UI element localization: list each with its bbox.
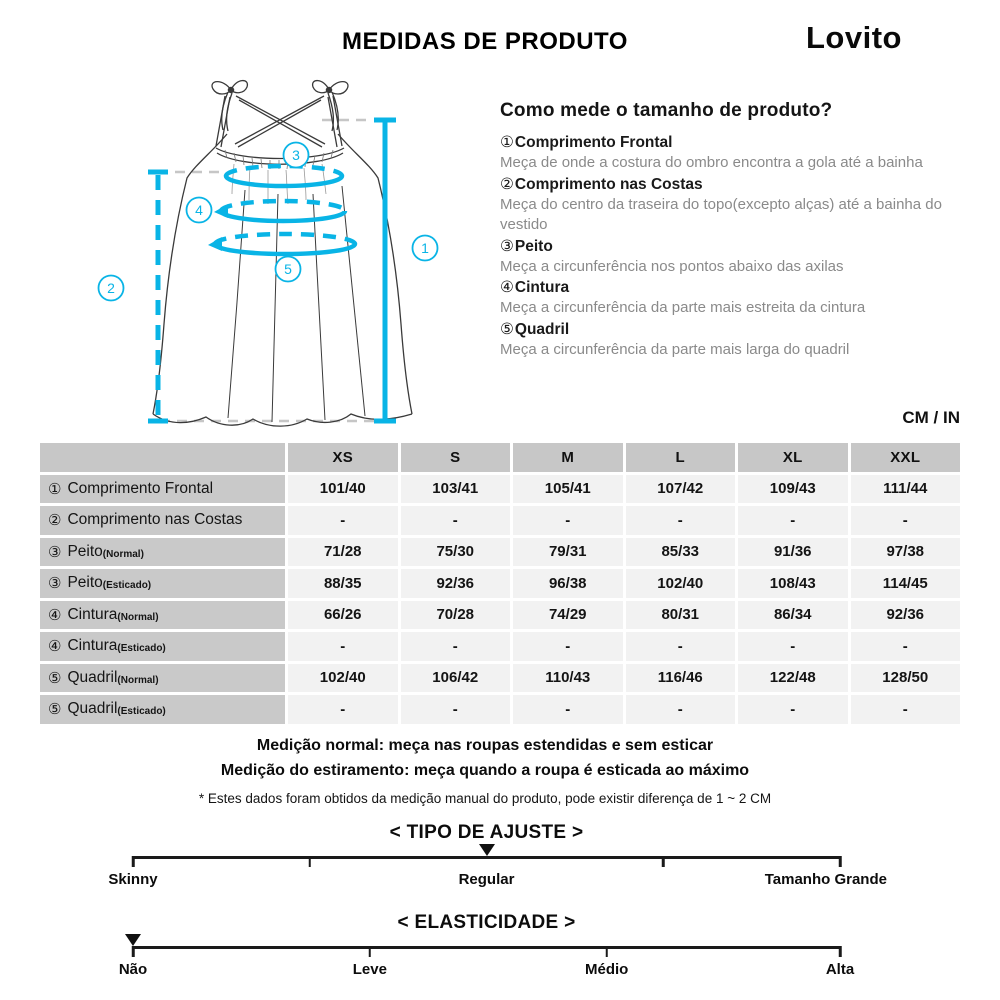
right-bow-icon [313,81,348,131]
notes [0,733,970,806]
table-value-cell: - [851,632,961,661]
row-label-sub: (Esticado) [102,580,152,592]
table-value-cell: - [738,632,848,661]
table-value-cell: 102/40 [288,664,398,693]
circled-number-icon: ⑤ [48,669,62,687]
guide-title: Como mede o tamanho de produto? [500,100,833,121]
brand-logo: Lovito [806,20,902,55]
callout-4 [187,198,212,223]
table-row-label [40,601,285,630]
table-value-cell: 92/36 [401,569,511,598]
scale-tick [662,856,665,867]
guide-item-label [500,277,968,298]
circled-number-icon: ② [500,175,514,193]
table-value-cell: 114/45 [851,569,961,598]
svg-text:4: 4 [195,202,203,218]
guide-item-desc: Meça a circunferência nos pontos abaixo das axilas [500,257,844,275]
note-disclaimer: * Estes dados foram obtidos da medição manual do produto, pode existir diferença de 1 ~ 2 CM [198,791,772,806]
table-value-cell: 116/46 [626,664,736,693]
table-value-cell: - [626,506,736,535]
guide-item [500,277,968,319]
table-value-cell: - [626,695,736,724]
callout-3 [284,143,309,168]
row-label-sub: (Normal) [117,674,159,686]
row-label-sub: (Normal) [102,548,144,560]
note-stretch-measure: Medição do estiramento: meça quando a roupa é esticada ao máximo [220,762,750,779]
table-value-cell: 128/50 [851,664,961,693]
table-value-cell: 108/43 [738,569,848,598]
table-row-label [40,569,285,598]
table-corner-cell [40,443,285,472]
guide-item-title: Comprimento Frontal [514,134,673,151]
table-value-cell: - [513,695,623,724]
callout-5 [276,257,301,282]
unit-label: CM / IN [902,408,960,427]
scale-tick [132,856,135,867]
elasticity-scale [118,912,855,981]
row-label-text: Peito [67,574,103,592]
svg-text:2: 2 [107,280,115,296]
guide-items [500,132,968,360]
table-value-cell: 101/40 [288,475,398,504]
scale-labels [118,961,855,981]
guide-item-title: Peito [514,237,553,255]
circled-number-icon: ② [48,512,62,530]
table-row-label [40,538,285,567]
measurement-lines [148,120,396,421]
table-value-cell: 85/33 [626,538,736,567]
table-value-cell: 107/42 [626,475,736,504]
scale-tick [309,856,312,867]
scale-tick [605,946,608,957]
circled-number-icon: ③ [48,543,62,561]
table-value-cell: 110/43 [513,664,623,693]
scale-marker-icon [479,844,495,856]
guide-item-label [500,174,968,195]
fit-type-scale [108,822,887,891]
measuring-guide [500,100,968,360]
table-value-cell: 92/36 [851,601,961,630]
row-label-text: Quadril [67,668,118,686]
row-label-text: Cintura [67,605,118,623]
row-label-sub: (Normal) [117,611,159,623]
guide-item-label [500,319,968,340]
svg-text:1: 1 [421,240,429,256]
scale-title: < TIPO DE AJUSTE > [389,822,584,843]
table-value-cell: 66/26 [288,601,398,630]
size-table [40,443,960,724]
scale-label: Tamanho Grande [764,871,887,888]
table-value-cell: 122/48 [738,664,848,693]
scale-tick [369,946,372,957]
table-value-cell: - [851,506,961,535]
scale-tick [839,946,842,957]
guide-item-desc: Meça do centro da traseira do topo(excepto alças) até a bainha do vestido [500,195,942,233]
table-col-header: XS [288,443,398,472]
guide-item-title: Comprimento nas Costas [514,175,703,193]
scale-marker-icon [125,934,141,946]
circled-number-icon: ④ [48,638,62,656]
table-value-cell: - [513,506,623,535]
row-label-text: Comprimento Frontal [67,479,214,497]
scale-title: < ELASTICIDADE > [397,912,576,933]
guide-item-label [500,132,968,153]
table-col-header: M [513,443,623,472]
callout-2 [99,276,124,301]
table-col-header: XXL [851,443,961,472]
note-normal-measure: Medição normal: meça nas roupas estendidas e sem esticar [256,737,714,754]
table-value-cell: - [401,632,511,661]
guide-item [500,319,968,361]
guide-item [500,132,968,174]
row-label-text: Quadril [67,700,118,718]
table-col-header: S [401,443,511,472]
row-label-sub: (Esticado) [117,643,166,655]
table-value-cell: - [401,695,511,724]
table-row-label [40,664,285,693]
scale-line [133,946,840,949]
table-value-cell: 71/28 [288,538,398,567]
table-value-cell: 103/41 [401,475,511,504]
svg-text:5: 5 [284,261,292,277]
circled-number-icon: ④ [48,606,62,624]
table-row-label [40,695,285,724]
table-value-cell: - [738,506,848,535]
table-value-cell: - [401,506,511,535]
guide-item [500,236,968,278]
table-value-cell: - [738,695,848,724]
table-value-cell: 75/30 [401,538,511,567]
callout-1 [413,236,438,261]
table-value-cell: 96/38 [513,569,623,598]
table-value-cell: 80/31 [626,601,736,630]
circled-number-icon: ③ [48,575,62,593]
scale-labels [108,871,887,891]
table-value-cell: 102/40 [626,569,736,598]
row-label-sub: (Esticado) [117,706,166,718]
guide-item [500,174,968,236]
guide-item-desc: Meça de onde a costura do ombro encontra a gola até a bainha [500,154,923,171]
table-value-cell: 79/31 [513,538,623,567]
scale-label: Skinny [108,871,158,888]
guide-item-label [500,236,968,257]
svg-text:3: 3 [292,147,300,163]
table-value-cell: - [626,632,736,661]
circled-number-icon: ⑤ [500,320,514,338]
row-label-text: Peito [67,542,103,560]
scale-tick [839,856,842,867]
circled-number-icon: ① [500,134,514,151]
table-value-cell: 106/42 [401,664,511,693]
scale-label: Leve [352,961,387,978]
page-title: MEDIDAS DE PRODUTO [342,28,628,55]
guide-item-desc: Meça a circunferência da parte mais estreita da cintura [500,299,866,316]
scale-label: Regular [458,871,515,888]
circled-number-icon: ④ [500,279,514,296]
table-value-cell: - [851,695,961,724]
table-value-cell: 97/38 [851,538,961,567]
guide-item-title: Quadril [514,320,570,338]
table-row-label [40,475,285,504]
table-value-cell: - [513,632,623,661]
left-bow-icon [212,81,247,131]
table-value-cell: - [288,695,398,724]
table-col-header: XL [738,443,848,472]
table-value-cell: 74/29 [513,601,623,630]
table-value-cell: 91/36 [738,538,848,567]
table-value-cell: - [288,506,398,535]
circled-number-icon: ③ [500,237,514,255]
table-value-cell: 86/34 [738,601,848,630]
circled-number-icon: ① [48,480,62,498]
table-col-header: L [626,443,736,472]
guide-item-title: Cintura [514,279,570,296]
table-row-label [40,506,285,535]
circled-number-icon: ⑤ [48,701,62,719]
dress-measurement-diagram [20,72,490,440]
table-value-cell: - [288,632,398,661]
row-label-text: Comprimento nas Costas [67,511,243,529]
table-value-cell: 70/28 [401,601,511,630]
table-value-cell: 111/44 [851,475,961,504]
scale-label: Médio [585,961,629,978]
scale-line [133,856,840,859]
scale-tick [132,946,135,957]
row-label-text: Cintura [67,637,118,655]
table-value-cell: 88/35 [288,569,398,598]
table-value-cell: 105/41 [513,475,623,504]
scale-label: Não [118,961,148,978]
table-row-label [40,632,285,661]
scale-label: Alta [825,961,855,978]
guide-item-desc: Meça a circunferência da parte mais larga do quadril [500,340,850,358]
table-value-cell: 109/43 [738,475,848,504]
